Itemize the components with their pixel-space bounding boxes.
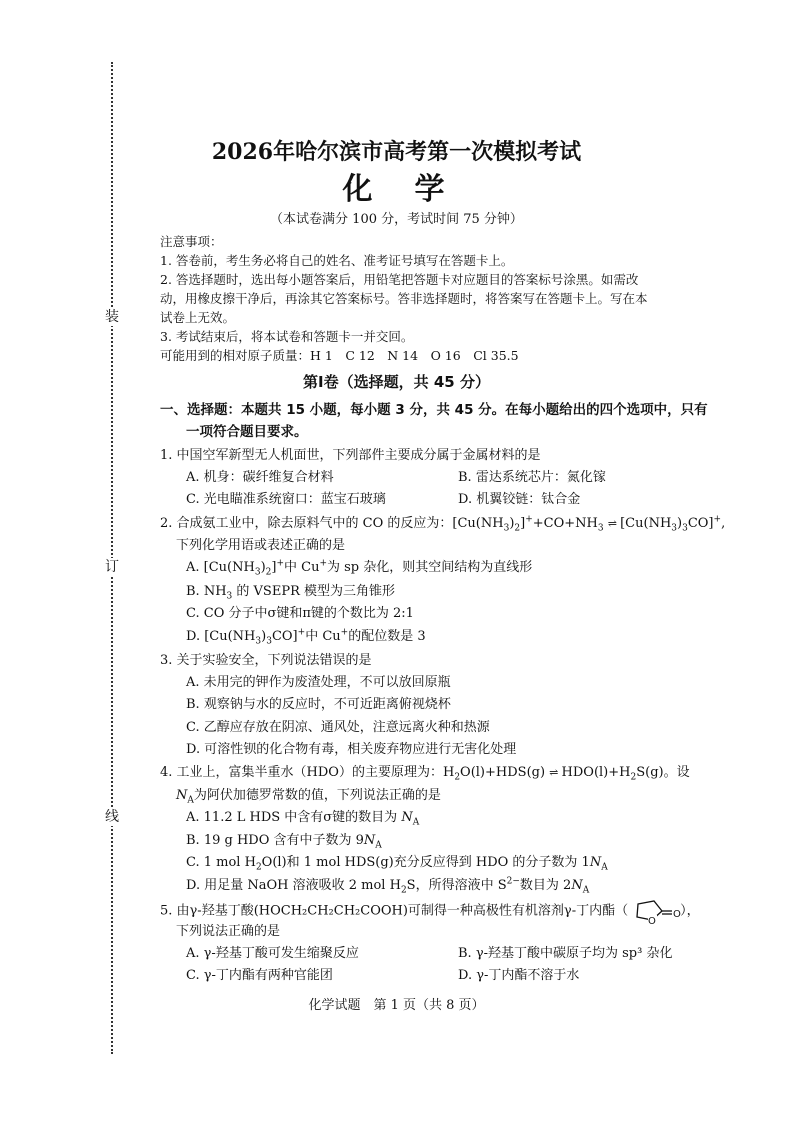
gamma-butyrolactone-structure-icon — [628, 898, 681, 927]
q4-option-a-text: A. 11.2 L HDS 中含有σ键的数目为 — [186, 810, 398, 825]
q2-option-d: D. $[Cu(NH_3)_3CO]^+$中 Cu+的配位数是 3 — [186, 627, 426, 647]
q4-option-d-text-3: 数目为 2 — [519, 878, 572, 893]
exam-info: （本试卷满分 100 分，考试时间 75 分钟） — [270, 212, 523, 227]
q5-option-c: C. γ-丁内酯有两种官能团 — [186, 968, 333, 983]
binding-char-xian: 线 — [102, 808, 122, 826]
q2-option-a-text-1: 中 Cu — [284, 560, 320, 575]
q2-reaction-equation: $[Cu(NH_3)_2]^++CO+NH_3$ ⇌ $[Cu(NH_3)_3CO]^+$, — [452, 514, 726, 534]
svg-text:O: O — [648, 916, 656, 927]
section-intro-1: 一、选择题：本题共 15 小题，每小题 3 分，共 45 分。在每小题给出的四个选项中，只有 — [160, 402, 708, 418]
q3-option-b: B. 观察钠与水的反应时，不可近距离俯视烧杯 — [186, 697, 451, 712]
section-title: 第Ⅰ卷（选择题，共 45 分） — [303, 373, 490, 391]
section-intro-2: 一项符合题目要求。 — [186, 424, 308, 440]
q4-stem-line-1 — [160, 763, 690, 783]
q4-stem-suffix: 。设 — [663, 765, 690, 780]
q5-option-b: B. γ-羟基丁酸中碳原子均为 sp³ 杂化 — [458, 946, 673, 961]
note-3: 3. 考试结束后，将本试卷和答题卡一并交回。 — [160, 329, 414, 344]
q4-option-d-text-2: S，所得溶液中 S — [406, 878, 507, 893]
q5-stem-prefix: 5. 由γ-羟基丁酸(HOCH₂CH₂CH₂COOH)可制得一种高极性有机溶剂γ-丁内酯（ — [160, 903, 629, 919]
q2-option-a-text-2: 为 sp 杂化，则其空间结构为直线形 — [327, 560, 533, 575]
q1-option-a: A. 机身：碳纤维复合材料 — [186, 470, 334, 485]
q5-option-d: D. γ-丁内酯不溶于水 — [458, 968, 580, 983]
q4-option-a: A. 11.2 L HDS 中含有σ键的数目为 $N_A$ — [186, 810, 420, 828]
page-footer: 化学试题 第 1 页（共 8 页） — [308, 998, 485, 1013]
subject-title: 化 学 — [342, 172, 451, 207]
q4-option-d: D. 用足量 NaOH 溶液吸收 2 mol $H_2S$，所得溶液中 $S^{2-}$数目为 $2N_A$ — [186, 876, 590, 896]
svg-text:O: O — [673, 909, 681, 920]
note-1: 1. 答卷前，考生务必将自己的姓名、准考证号填写在答题卡上。 — [160, 253, 514, 268]
q5-stem-line-2: 下列说法正确的是 — [176, 924, 281, 939]
q4-option-d-text-1: D. 用足量 NaOH 溶液吸收 2 mol H — [186, 878, 401, 893]
q2-stem-prefix: 2. 合成氨工业中，除去原料气中的 CO 的反应为： — [160, 516, 453, 531]
q1-option-d: D. 机翼铰链：钛合金 — [458, 492, 581, 507]
q2-option-b: B. $NH_3$ 的 VSEPR 模型为三角锥形 — [186, 584, 395, 602]
binding-char-zhuang: 装 — [102, 308, 122, 326]
q4-stem-prefix: 4. 工业上，富集半重水（HDO）的主要原理为： — [160, 765, 443, 780]
q1-option-c: C. 光电瞄准系统窗口：蓝宝石玻璃 — [186, 492, 386, 507]
q3-option-d: D. 可溶性钡的化合物有毒，相关废弃物应进行无害化处理 — [186, 742, 517, 757]
q2-option-c: C. CO 分子中σ键和π键的个数比为 2:1 — [186, 606, 414, 621]
note-2-line-2: 动，用橡皮擦干净后，再涂其它答案标号。答非选择题时，将答案写在答题卡上。写在本 — [160, 291, 648, 306]
notes-heading: 注意事项： — [160, 234, 223, 249]
q2-option-b-text: 的 VSEPR 模型为三角锥形 — [236, 584, 395, 599]
note-2-line-3: 试卷上无效。 — [160, 310, 236, 325]
q1-option-b: B. 雷达系统芯片：氮化镓 — [458, 470, 606, 485]
q2-option-a: A. $[Cu(NH_3)_2]^+$中 Cu+为 sp 杂化，则其空间结构为直线形 — [186, 558, 533, 578]
q5-option-a: A. γ-羟基丁酸可发生缩聚反应 — [186, 946, 359, 961]
q2-stem-line-1 — [160, 514, 725, 534]
q3-option-c: C. 乙醇应存放在阴凉、通风处，注意远离火种和热源 — [186, 720, 490, 735]
q4-option-b-text: B. 19 g HDO 含有中子数为 9 — [186, 833, 364, 848]
atomic-masses: 可能用到的相对原子质量：H 1 C 12 N 14 O 16 Cl 35.5 — [160, 348, 519, 363]
q2-option-d-text-2: 的配位数是 3 — [348, 629, 426, 644]
q2-option-d-text-1: 中 Cu — [305, 629, 341, 644]
q5-stem-suffix: ）， — [680, 903, 700, 919]
q3-stem: 3. 关于实验安全，下列说法错误的是 — [160, 653, 372, 668]
q4-reaction-equation: $H_2O(l)+HDS(g)$ ⇌ $HDO(l)+H_2S(g)$ — [442, 765, 664, 783]
q4-option-c: C. 1 mol $H_2O(l)$和 1 mol HDS(g)充分反应得到 HDO 的分子数为 $1N_A$ — [186, 855, 608, 873]
q4-option-c-text-1: C. 1 mol H — [186, 855, 256, 870]
q2-stem-line-2: 下列化学用语或表述正确的是 — [176, 538, 346, 553]
q3-option-a: A. 未用完的钾作为废渣处理，不可以放回原瓶 — [186, 675, 451, 690]
q4-option-b: B. 19 g HDO 含有中子数为 $9N_A$ — [186, 833, 382, 851]
exam-title: 2026年哈尔滨市高考第一次模拟考试 — [211, 139, 582, 165]
binding-char-ding: 订 — [102, 558, 122, 576]
note-2-line-1: 2. 答选择题时，选出每小题答案后，用铅笔把答题卡对应题目的答案标号涂黑。如需改 — [160, 272, 639, 287]
q1-stem: 1. 中国空军新型无人机面世，下列部件主要成分属于金属材料的是 — [160, 448, 541, 463]
q4-option-c-text-2: O(l)和 1 mol HDS(g)充分反应得到 HDO 的分子数为 1 — [261, 855, 590, 870]
q4-stem-line-2: $N_A$为阿伏加德罗常数的值，下列说法正确的是 — [176, 788, 441, 806]
q4-stem-text: 为阿伏加德罗常数的值，下列说法正确的是 — [193, 788, 441, 803]
